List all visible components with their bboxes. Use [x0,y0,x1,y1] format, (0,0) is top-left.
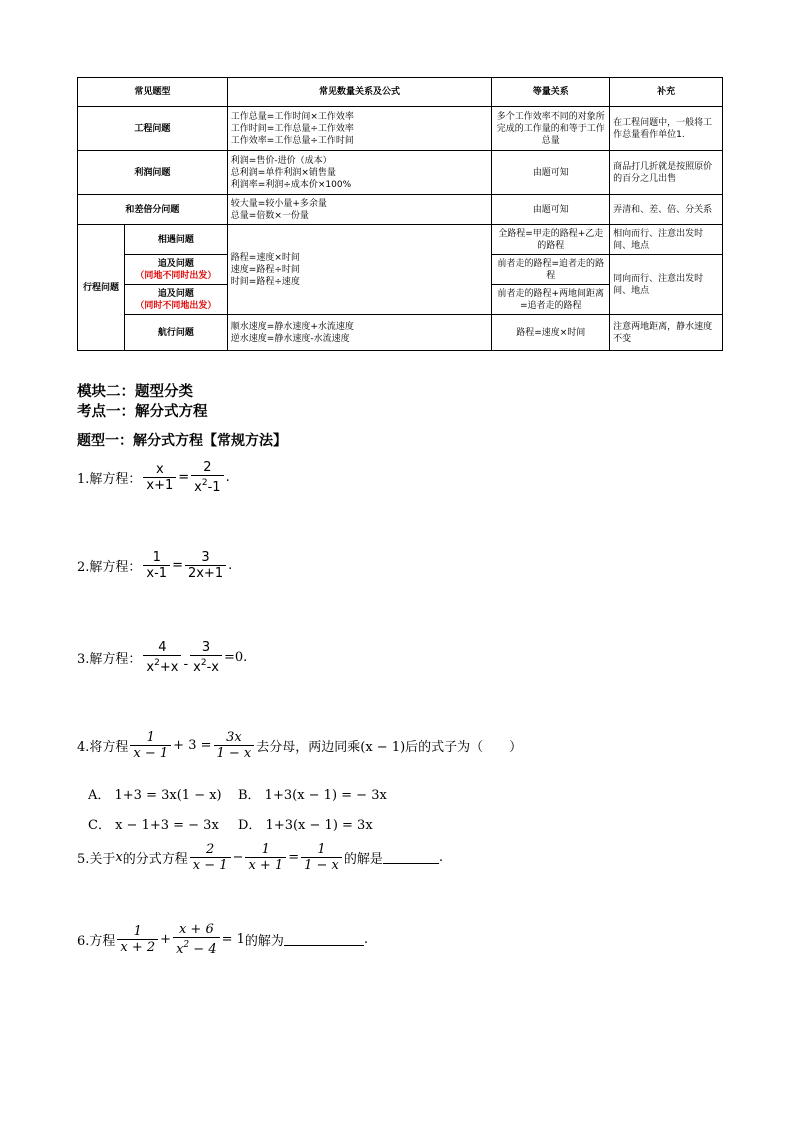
chase2-type [124,285,227,315]
answer-blank[interactable] [383,851,439,864]
numerator: 1 [317,842,326,857]
fraction [117,924,158,955]
chase-note: 同向而行、注意出发时间、地点 [610,255,723,315]
numerator: 3 [201,550,210,565]
table-row [78,225,723,255]
numerator: 1 [133,924,142,939]
exponent: 2 [200,658,207,668]
den-base: x [146,660,155,675]
problem-2 [77,550,232,581]
numerator: 3 [201,640,211,655]
type-heading: 题型一：解分式方程【常规方法】 [77,433,287,449]
header-note: 补充 [610,78,723,107]
point-heading: 考点一：解分式方程 [77,404,208,420]
fraction [185,550,226,581]
problem-suffix: 的解是 [343,852,383,867]
period: . [363,932,369,947]
problem-label: 1.解方程： [77,472,142,487]
meet-note: 相向而行、注意出发时间、地点 [610,225,723,255]
row-note: 在工程问题中，一般将工作总量看作单位1. [610,107,723,151]
chase2-equal: 前者走的路程+两地间距离=追者走的路程 [492,285,610,315]
problem-prefix: 4.将方程 [77,740,129,755]
numerator: 4 [158,640,167,655]
numerator: 2 [203,460,212,475]
denominator: x+1 [143,477,176,493]
fraction [191,460,223,495]
options-row-2 [88,814,373,833]
table-header-row [78,78,723,107]
equals-zero: =0. [223,650,248,665]
row-type: 工程问题 [78,107,228,151]
header-type: 常见题型 [78,78,228,107]
problem-4 [77,730,522,761]
fraction [301,842,342,873]
numerator: 1 [152,550,161,565]
chase1-sub: （同地不同时出发） [135,270,217,281]
problem-3 [77,640,247,675]
travel-formula: 路程=速度×时间 速度=路程÷时间 时间=路程÷速度 [227,225,492,315]
fraction [173,922,220,957]
row-formula: 工作总量=工作时间×工作效率 工作时间=工作总量÷工作效率 工作效率=工作总量÷工作时间 [227,107,492,151]
problem-1 [77,460,230,495]
boat-equal: 路程=速度×时间 [492,315,610,351]
travel-group-label: 行程问题 [78,225,125,351]
options-row-1 [88,784,387,803]
numerator: 2 [206,842,215,857]
denominator: 1 − x [214,745,255,761]
row-equal: 由题可知 [492,195,610,225]
denominator: 1 − x [301,857,342,873]
boat-note: 注意两地距离，静水速度不变 [610,315,723,351]
fraction [190,640,222,675]
denominator: x + 1 [245,857,286,873]
denominator [191,475,223,495]
row-equal: 由题可知 [492,151,610,195]
denominator [173,937,220,957]
numerator: 1 [261,842,270,857]
fraction [143,640,181,675]
denominator [143,655,181,675]
denominator: x-1 [143,565,170,581]
meet-equal: 全路程=甲走的路程+乙走的路程 [492,225,610,255]
denominator: x + 2 [117,939,158,955]
denominator: x − 1 [190,857,231,873]
exponent: 2 [154,658,160,668]
problem-mid: 的分式方程 [122,852,188,867]
denominator [190,655,222,675]
problem-suffix: 去分母，两边同乘(x − 1)后的式子为（ ） [256,740,523,755]
meet-type: 相遇问题 [124,225,227,255]
minus-sign: - [183,657,189,672]
row-note: 商品打几折就是按照原价的百分之几出售 [610,151,723,195]
problem-6 [77,922,368,957]
denominator: x − 1 [130,745,171,761]
table-row [78,315,723,351]
exponent: 2 [183,940,190,950]
boat-formula: 顺水速度=静水速度+水流速度 逆水速度=静水速度-水流速度 [227,315,492,351]
table-row [78,151,723,195]
den-rest: -x [206,660,219,675]
plus-sign: + [160,932,172,947]
problem-5 [77,842,443,873]
period: . [438,850,444,865]
row-type: 利润问题 [78,151,228,195]
fraction [245,842,286,873]
numerator: 3x [226,730,242,745]
summary-table [77,77,723,351]
equals-sign: = [172,558,183,573]
fraction [143,550,170,581]
den-rest: -1 [207,480,221,495]
den-base: x [176,942,184,957]
chase1-label: 追及问题 [157,258,194,269]
fraction [143,462,176,493]
plus-three: + 3 = [173,738,212,753]
boat-type: 航行问题 [124,315,227,351]
header-equal: 等量关系 [492,78,610,107]
equals-sign: = [288,850,300,865]
row-type: 和差倍分问题 [78,195,228,225]
fraction [130,730,171,761]
option-a[interactable]: A． 1+3 = 3x(1 − x) [88,788,222,803]
numerator: x + 6 [178,922,214,937]
equals-sign: = [178,470,190,485]
den-base: x [193,660,201,675]
chase2-sub: （同时不同地出发） [135,300,217,311]
fraction [190,842,231,873]
chase2-label: 追及问题 [157,288,194,299]
chase1-equal: 前者走的路程=追者走的路程 [492,255,610,285]
problem-label: 2.解方程： [77,560,142,575]
period: . [228,558,233,573]
answer-blank[interactable] [284,933,364,946]
denominator: 2x+1 [185,565,226,581]
minus-sign: − [232,850,244,865]
table-row [78,195,723,225]
problem-prefix: 6.方程 [77,934,116,949]
option-d[interactable]: D． 1+3(x − 1) = 3x [238,818,373,833]
den-rest: +x [159,660,179,675]
row-equal: 多个工作效率不同的对象所完成的工作量的和等于工作总量 [492,107,610,151]
option-c[interactable]: C． x − 1+3 = − 3x [88,818,219,833]
problem-label: 3.解方程： [77,652,142,667]
equals-one: = 1 [221,932,245,947]
numerator: 1 [146,730,155,745]
period: . [225,470,230,485]
module-heading: 模块二：题型分类 [77,384,193,400]
fraction [214,730,255,761]
row-note: 弄清和、差、倍、分关系 [610,195,723,225]
row-formula: 较大量=较小量+多余量 总量=倍数×一份量 [227,195,492,225]
problem-prefix: 5.关于 [77,852,116,867]
chase1-type [124,255,227,285]
row-formula: 利润=售价-进价（成本） 总利润=单件利润×销售量 利润率=利润÷成本价×100% [227,151,492,195]
numerator: x [155,462,164,477]
den-base: x [194,480,202,495]
den-rest: − 4 [189,942,217,957]
table-row [78,107,723,151]
problem-suffix: 的解为 [244,934,284,949]
variable: x [115,850,123,865]
header-formula: 常见数量关系及公式 [227,78,492,107]
exponent: 2 [201,478,208,488]
option-b[interactable]: B． 1+3(x − 1) = − 3x [238,788,387,803]
